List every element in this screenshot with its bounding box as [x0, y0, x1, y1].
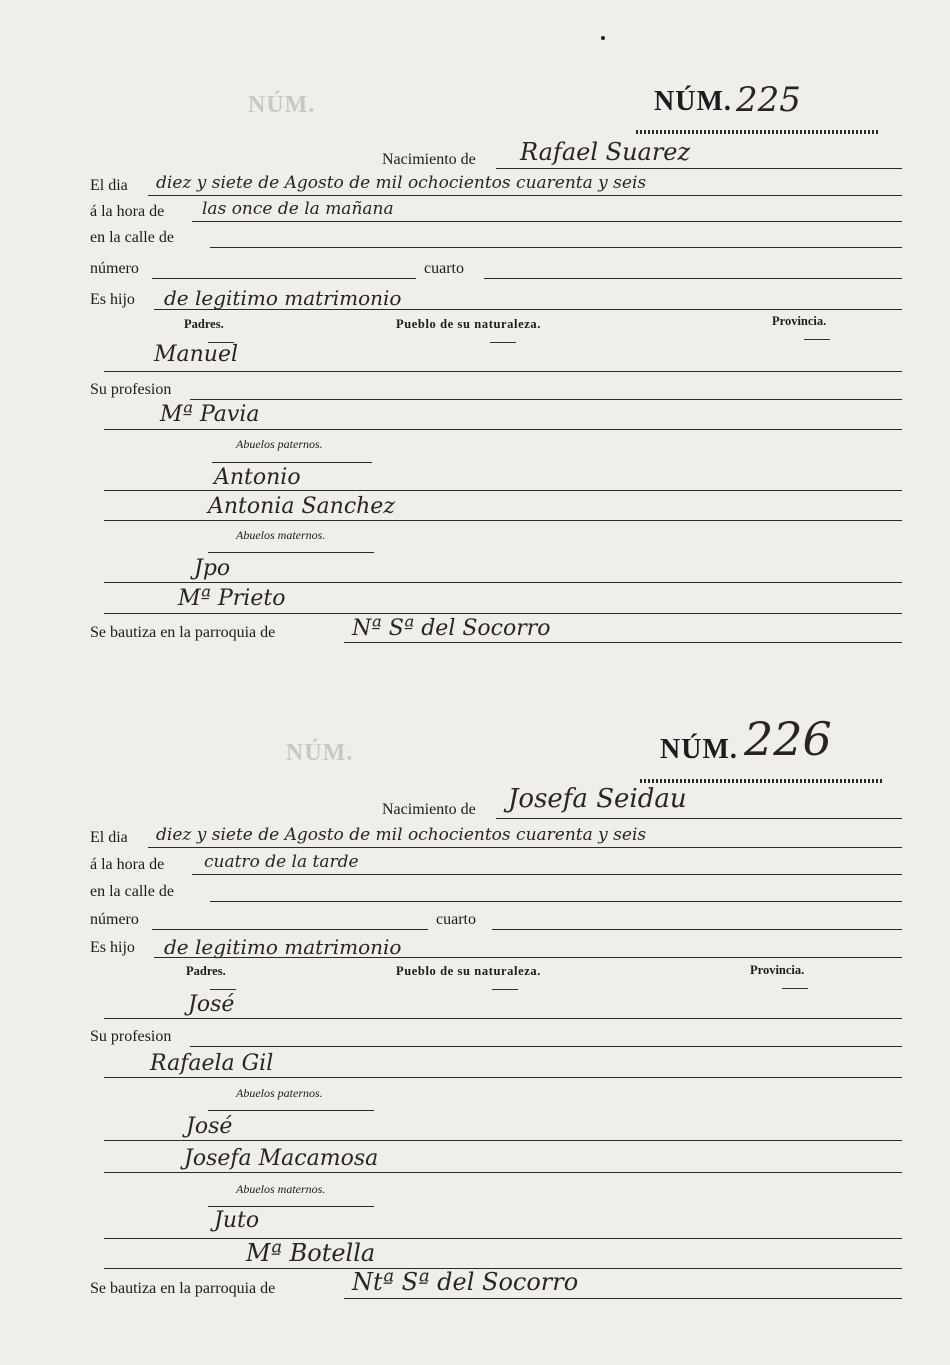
hora-label: á la hora de — [90, 856, 165, 873]
col-header-provincia: Provincia. — [750, 963, 805, 977]
dash-mark — [492, 989, 518, 990]
dash-mark — [782, 988, 808, 989]
madre-name: Mª Pavia — [160, 402, 260, 427]
record-number: 225 — [736, 80, 801, 120]
field-line — [190, 1046, 902, 1047]
abuelos-maternos-label: Abuelos maternos. — [236, 1182, 326, 1196]
field-line — [148, 847, 902, 848]
field-line — [152, 278, 416, 279]
col-header-padres: Padres. — [186, 964, 226, 978]
field-line — [104, 1238, 902, 1239]
abuelos-paternos-label: Abuelos paternos. — [236, 437, 323, 451]
col-header-provincia: Provincia. — [772, 314, 827, 328]
nacimiento-label: Nacimiento de — [382, 801, 476, 818]
numero-label: número — [90, 911, 139, 928]
calle-label: en la calle de — [90, 229, 174, 246]
parroquia-value: Nª Sª del Socorro — [352, 616, 551, 641]
wavy-rule — [640, 779, 882, 783]
calle-label: en la calle de — [90, 883, 174, 900]
abuelos-maternos-label: Abuelos maternos. — [236, 528, 326, 542]
record-number-label: NÚM. — [654, 86, 732, 117]
bautiza-label: Se bautiza en la parroquia de — [90, 624, 276, 641]
cuarto-label: cuarto — [424, 260, 464, 277]
bleed-through-text: NÚM. — [248, 92, 316, 118]
field-line — [192, 221, 902, 222]
hijo-value: de legitimo matrimonio — [164, 286, 402, 310]
dia-label: El dia — [90, 177, 128, 194]
field-line — [496, 168, 902, 169]
field-line — [212, 462, 372, 463]
col-header-padres: Padres. — [184, 317, 224, 331]
dia-label: El dia — [90, 829, 128, 846]
field-line — [208, 1110, 374, 1111]
abuelo-materno: Jpo — [194, 556, 231, 581]
field-line — [344, 642, 902, 643]
madre-name: Rafaela Gil — [150, 1051, 274, 1076]
bleed-through-text: NÚM. — [286, 740, 354, 766]
record-number-label: NÚM. — [660, 734, 738, 765]
field-line — [210, 247, 902, 248]
abuela-paterna: Josefa Macamosa — [184, 1146, 379, 1171]
dash-mark — [804, 339, 830, 340]
hijo-value: de legitimo matrimonio — [164, 935, 402, 959]
field-line — [496, 818, 902, 819]
field-line — [484, 278, 902, 279]
field-line — [148, 195, 902, 196]
numero-label: número — [90, 260, 139, 277]
profesion-label: Su profesion — [90, 1028, 172, 1045]
dia-value: diez y siete de Agosto de mil ochocientos cuarenta y seis — [156, 173, 647, 193]
parroquia-value: Ntª Sª del Socorro — [352, 1268, 579, 1296]
hijo-label: Es hijo — [90, 939, 135, 956]
padre-name: José — [188, 992, 235, 1017]
field-line — [104, 520, 902, 521]
abuelo-paterno: José — [186, 1114, 233, 1139]
wavy-rule — [636, 130, 880, 134]
abuelos-paternos-label: Abuelos paternos. — [236, 1086, 323, 1100]
field-line — [104, 582, 902, 583]
hora-label: á la hora de — [90, 203, 165, 220]
field-line — [104, 1018, 902, 1019]
bautiza-label: Se bautiza en la parroquia de — [90, 1280, 276, 1297]
field-line — [344, 1298, 902, 1299]
field-line — [104, 371, 902, 372]
field-line — [208, 552, 374, 553]
dia-value: diez y siete de Agosto de mil ochocientos cuarenta y seis — [156, 825, 647, 845]
abuelo-materno: Juto — [214, 1208, 260, 1233]
hijo-label: Es hijo — [90, 291, 135, 308]
field-line — [104, 490, 902, 491]
cuarto-label: cuarto — [436, 911, 476, 928]
col-header-pueblo: Pueblo de su naturaleza. — [396, 317, 541, 331]
col-header-pueblo: Pueblo de su naturaleza. — [396, 964, 541, 978]
dash-mark — [490, 342, 516, 343]
field-line — [104, 1077, 902, 1078]
nacimiento-label: Nacimiento de — [382, 151, 476, 168]
field-line — [492, 929, 902, 930]
record-number: 226 — [744, 712, 832, 766]
field-line — [192, 874, 902, 875]
abuela-materna: Mª Prieto — [178, 586, 286, 611]
field-line — [104, 1140, 902, 1141]
field-line — [104, 429, 902, 430]
dash-mark — [210, 989, 236, 990]
abuelo-paterno: Antonio — [214, 465, 301, 490]
hora-value: cuatro de la tarde — [204, 852, 359, 872]
nacimiento-value: Josefa Seidau — [508, 784, 687, 814]
field-line — [190, 399, 902, 400]
profesion-label: Su profesion — [90, 381, 172, 398]
hora-value: las once de la mañana — [202, 199, 394, 219]
field-line — [104, 1172, 902, 1173]
nacimiento-value: Rafael Suarez — [520, 138, 691, 166]
abuela-paterna: Antonia Sanchez — [208, 494, 395, 519]
field-line — [152, 929, 428, 930]
abuela-materna: Mª Botella — [246, 1239, 376, 1267]
field-line — [210, 901, 902, 902]
ink-dot — [601, 36, 605, 40]
field-line — [104, 613, 902, 614]
field-line — [208, 1206, 374, 1207]
padre-name: Manuel — [154, 342, 239, 367]
